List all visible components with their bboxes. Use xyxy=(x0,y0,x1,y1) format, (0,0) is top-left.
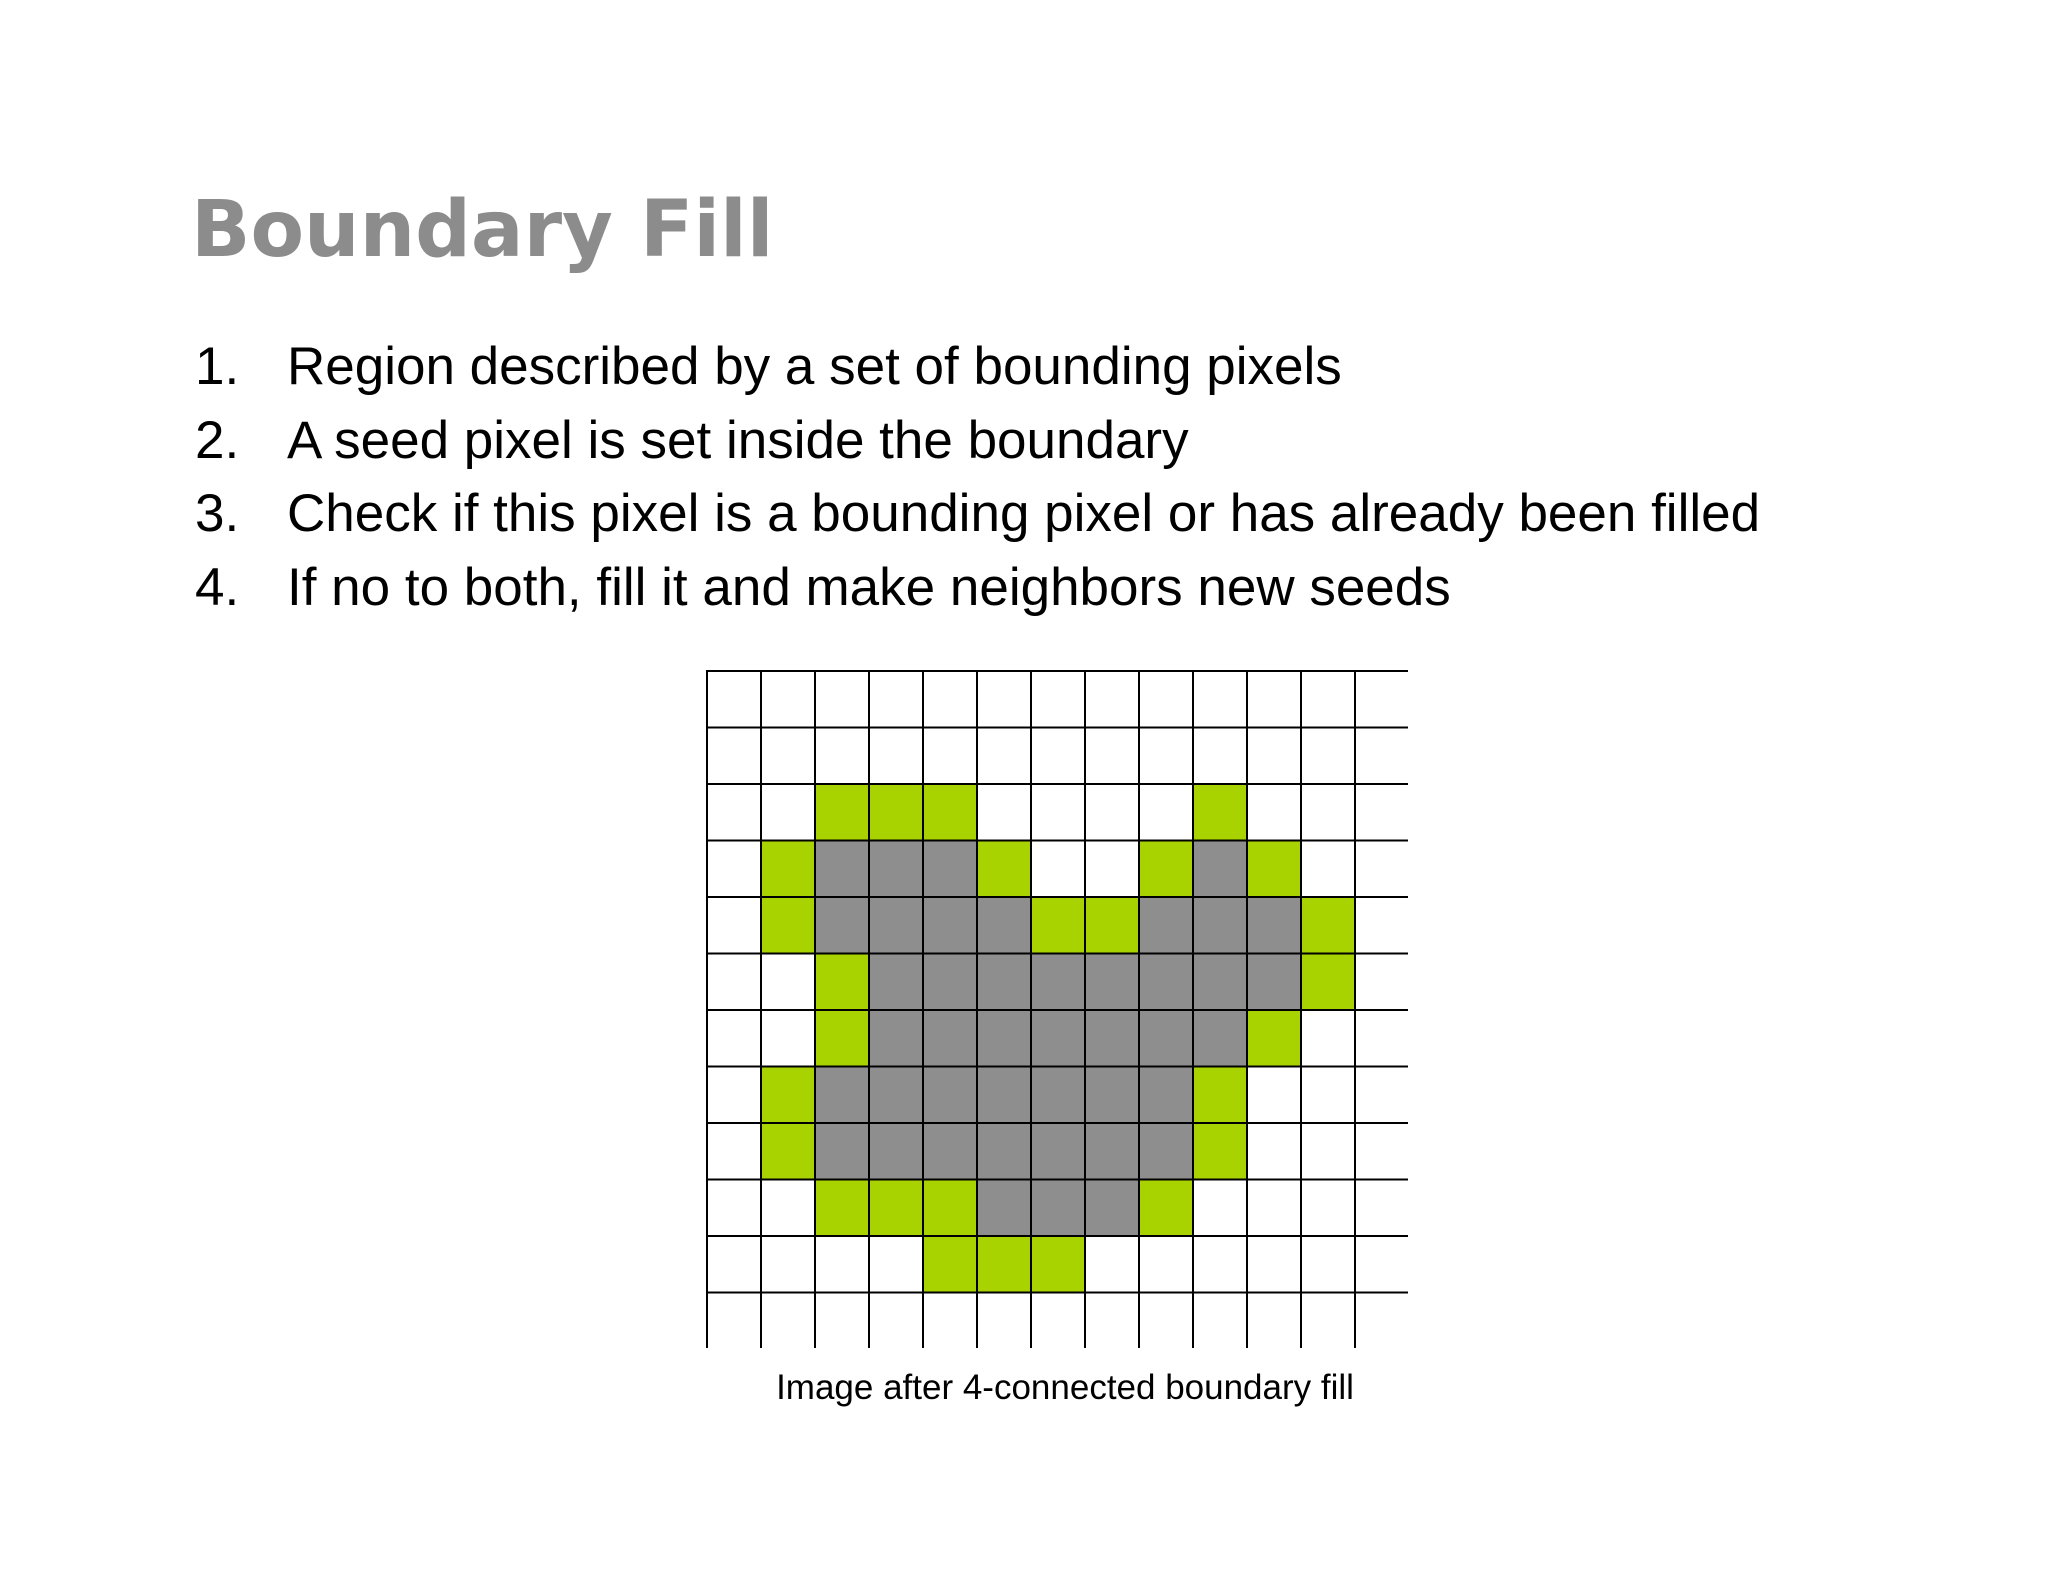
grid-cell-empty xyxy=(761,1010,815,1067)
grid-cell-boundary xyxy=(761,1123,815,1180)
grid-cell-boundary xyxy=(923,784,977,841)
grid-cell-filled xyxy=(1085,954,1139,1011)
grid-cell-empty xyxy=(761,1293,815,1349)
grid-cell-empty xyxy=(1247,1293,1301,1349)
grid-cell-filled xyxy=(869,1067,923,1124)
grid-cell-boundary xyxy=(815,954,869,1011)
grid-cell-boundary xyxy=(761,1067,815,1124)
grid-cell-boundary xyxy=(1193,1123,1247,1180)
grid-cell-empty xyxy=(1193,1293,1247,1349)
grid-cell-filled xyxy=(815,1123,869,1180)
grid-cell-boundary xyxy=(1247,1010,1301,1067)
grid-cell-empty xyxy=(1031,671,1085,728)
grid-cell-filled xyxy=(1031,1010,1085,1067)
grid-cell-filled xyxy=(1139,1067,1193,1124)
grid-cell-filled xyxy=(1247,954,1301,1011)
grid-cell-empty xyxy=(869,728,923,785)
grid-cell-empty xyxy=(977,1293,1031,1349)
grid-cell-boundary xyxy=(1031,897,1085,954)
grid-cell-empty xyxy=(1193,1180,1247,1237)
grid-cell-empty xyxy=(1355,1180,1408,1237)
grid-cell-empty xyxy=(707,1010,761,1067)
grid-cell-empty xyxy=(977,784,1031,841)
grid-cell-empty xyxy=(1301,1123,1355,1180)
grid-cell-empty xyxy=(815,1293,869,1349)
grid-cell-empty xyxy=(1355,841,1408,898)
step-text: Check if this pixel is a bounding pixel or has already been filled xyxy=(287,484,1761,543)
grid-cell-empty xyxy=(1355,671,1408,728)
step-item xyxy=(195,551,1760,625)
grid-cell-empty xyxy=(707,1180,761,1237)
grid-cell-empty xyxy=(1085,841,1139,898)
grid-cell-empty xyxy=(1085,1236,1139,1293)
grid-cell-empty xyxy=(707,671,761,728)
grid-cell-empty xyxy=(707,1123,761,1180)
step-number: 3. xyxy=(195,484,240,543)
grid-cell-empty xyxy=(1085,728,1139,785)
grid-cell-filled xyxy=(815,1067,869,1124)
grid-cell-filled xyxy=(1193,841,1247,898)
grid-cell-empty xyxy=(1301,1180,1355,1237)
grid-cell-filled xyxy=(1139,954,1193,1011)
grid-cell-empty xyxy=(977,728,1031,785)
grid-cell-filled xyxy=(977,1067,1031,1124)
grid-cell-filled xyxy=(923,1067,977,1124)
grid-cell-filled xyxy=(977,1010,1031,1067)
grid-cell-boundary xyxy=(815,1180,869,1237)
grid-cell-empty xyxy=(1193,1236,1247,1293)
grid-cell-empty xyxy=(761,784,815,841)
grid-cell-empty xyxy=(1355,1293,1408,1349)
grid-cell-filled xyxy=(1085,1180,1139,1237)
grid-cell-filled xyxy=(1247,897,1301,954)
grid-cell-boundary xyxy=(815,1010,869,1067)
grid-cell-empty xyxy=(707,954,761,1011)
grid-cell-empty xyxy=(1085,671,1139,728)
grid-cell-filled xyxy=(869,954,923,1011)
grid-cell-empty xyxy=(1139,784,1193,841)
grid-cell-filled xyxy=(1139,1010,1193,1067)
grid-cell-empty xyxy=(1085,784,1139,841)
grid-cell-filled xyxy=(815,841,869,898)
grid-cell-boundary xyxy=(815,784,869,841)
grid-cell-filled xyxy=(1139,897,1193,954)
grid-cell-empty xyxy=(1301,841,1355,898)
grid-cell-filled xyxy=(1031,954,1085,1011)
step-text: If no to both, fill it and make neighbors new seeds xyxy=(287,557,1451,617)
grid-cell-filled xyxy=(869,1010,923,1067)
grid-cell-empty xyxy=(869,1293,923,1349)
grid-cell-filled xyxy=(1085,1067,1139,1124)
grid-cell-boundary xyxy=(1031,1236,1085,1293)
grid-cell-boundary xyxy=(1085,897,1139,954)
grid-cell-empty xyxy=(1301,1236,1355,1293)
step-text: A seed pixel is set inside the boundary xyxy=(287,410,1189,470)
grid-cell-empty xyxy=(1247,1123,1301,1180)
grid-cell-empty xyxy=(1139,671,1193,728)
grid-cell-boundary xyxy=(1139,1180,1193,1237)
grid-cell-empty xyxy=(761,671,815,728)
grid-cell-empty xyxy=(1031,1293,1085,1349)
grid-cell-filled xyxy=(923,1123,977,1180)
grid-cell-boundary xyxy=(923,1236,977,1293)
grid-cell-empty xyxy=(1355,1010,1408,1067)
grid-cell-filled xyxy=(1031,1180,1085,1237)
grid-cell-empty xyxy=(1355,954,1408,1011)
grid-cell-empty xyxy=(1355,784,1408,841)
grid-cell-boundary xyxy=(869,784,923,841)
grid-cell-empty xyxy=(923,671,977,728)
grid-cell-empty xyxy=(761,1180,815,1237)
grid-cell-empty xyxy=(1139,1236,1193,1293)
grid-cell-empty xyxy=(815,728,869,785)
grid-cell-boundary xyxy=(1301,954,1355,1011)
grid-cell-boundary xyxy=(1247,841,1301,898)
grid-cell-filled xyxy=(869,841,923,898)
grid-cell-boundary xyxy=(1139,841,1193,898)
grid-cell-empty xyxy=(707,841,761,898)
grid-cell-empty xyxy=(1301,1293,1355,1349)
grid-cell-boundary xyxy=(1301,897,1355,954)
grid-cell-filled xyxy=(815,897,869,954)
grid-cell-empty xyxy=(1247,1067,1301,1124)
grid-cell-boundary xyxy=(1193,784,1247,841)
grid-cell-empty xyxy=(1247,671,1301,728)
step-item xyxy=(195,404,1760,478)
step-item xyxy=(195,330,1760,404)
grid-cell-boundary xyxy=(1193,1067,1247,1124)
grid-cell-filled xyxy=(923,1010,977,1067)
grid-cell-empty xyxy=(923,1293,977,1349)
grid-cell-filled xyxy=(1085,1010,1139,1067)
grid-cell-empty xyxy=(1031,841,1085,898)
grid-cell-empty xyxy=(1085,1293,1139,1349)
grid-cell-empty xyxy=(815,671,869,728)
grid-cell-empty xyxy=(869,671,923,728)
grid-cell-empty xyxy=(1193,671,1247,728)
grid-cell-empty xyxy=(1193,728,1247,785)
grid-cell-empty xyxy=(707,1067,761,1124)
grid-cell-empty xyxy=(707,728,761,785)
grid-cell-empty xyxy=(1301,784,1355,841)
step-number: 1. xyxy=(195,337,240,396)
grid-cell-filled xyxy=(1031,1123,1085,1180)
grid-cell-empty xyxy=(1355,897,1408,954)
grid-cell-empty xyxy=(707,897,761,954)
grid-cell-filled xyxy=(977,954,1031,1011)
grid-cell-empty xyxy=(977,671,1031,728)
grid-cell-empty xyxy=(1301,1010,1355,1067)
grid-cell-empty xyxy=(815,1236,869,1293)
grid-cell-empty xyxy=(1139,728,1193,785)
pixel-grid-svg xyxy=(706,670,1408,1348)
grid-cell-empty xyxy=(1139,1293,1193,1349)
grid-cell-filled xyxy=(869,1123,923,1180)
grid-cell-empty xyxy=(923,728,977,785)
grid-cell-empty xyxy=(1247,784,1301,841)
step-text: Region described by a set of bounding pixels xyxy=(287,337,1342,396)
grid-cell-empty xyxy=(1301,671,1355,728)
grid-cell-boundary xyxy=(977,841,1031,898)
grid-cell-empty xyxy=(1247,728,1301,785)
grid-cell-filled xyxy=(1193,897,1247,954)
grid-cell-empty xyxy=(1355,728,1408,785)
step-number: 4. xyxy=(195,557,240,617)
grid-cell-empty xyxy=(1355,1067,1408,1124)
slide-title: Boundary Fill xyxy=(191,185,774,275)
grid-cell-filled xyxy=(1085,1123,1139,1180)
grid-cell-empty xyxy=(1247,1236,1301,1293)
step-number: 2. xyxy=(195,410,240,470)
grid-cell-filled xyxy=(923,841,977,898)
grid-cell-empty xyxy=(1301,728,1355,785)
grid-cell-empty xyxy=(1247,1180,1301,1237)
pixel-grid xyxy=(706,670,1408,1348)
grid-cell-empty xyxy=(1301,1067,1355,1124)
grid-cell-filled xyxy=(869,897,923,954)
grid-cell-boundary xyxy=(761,841,815,898)
grid-cell-filled xyxy=(1139,1123,1193,1180)
grid-cell-empty xyxy=(869,1236,923,1293)
grid-cell-boundary xyxy=(869,1180,923,1237)
grid-cell-boundary xyxy=(923,1180,977,1237)
grid-cell-filled xyxy=(923,954,977,1011)
grid-cell-filled xyxy=(977,1180,1031,1237)
grid-cell-filled xyxy=(977,897,1031,954)
grid-cell-empty xyxy=(707,1236,761,1293)
grid-cell-empty xyxy=(1355,1236,1408,1293)
grid-cell-empty xyxy=(707,784,761,841)
grid-cell-empty xyxy=(761,954,815,1011)
grid-cell-filled xyxy=(923,897,977,954)
grid-cell-empty xyxy=(1031,784,1085,841)
grid-cell-empty xyxy=(761,728,815,785)
grid-cell-filled xyxy=(1031,1067,1085,1124)
step-item xyxy=(195,477,1760,551)
grid-cell-empty xyxy=(761,1236,815,1293)
grid-cell-boundary xyxy=(977,1236,1031,1293)
figure-caption: Image after 4-connected boundary fill xyxy=(776,1368,1354,1407)
grid-cell-empty xyxy=(1031,728,1085,785)
steps-list xyxy=(195,330,1760,624)
grid-cell-filled xyxy=(977,1123,1031,1180)
grid-cell-boundary xyxy=(761,897,815,954)
grid-cell-filled xyxy=(1193,1010,1247,1067)
grid-cell-empty xyxy=(1355,1123,1408,1180)
grid-cell-empty xyxy=(707,1293,761,1349)
grid-cell-filled xyxy=(1193,954,1247,1011)
